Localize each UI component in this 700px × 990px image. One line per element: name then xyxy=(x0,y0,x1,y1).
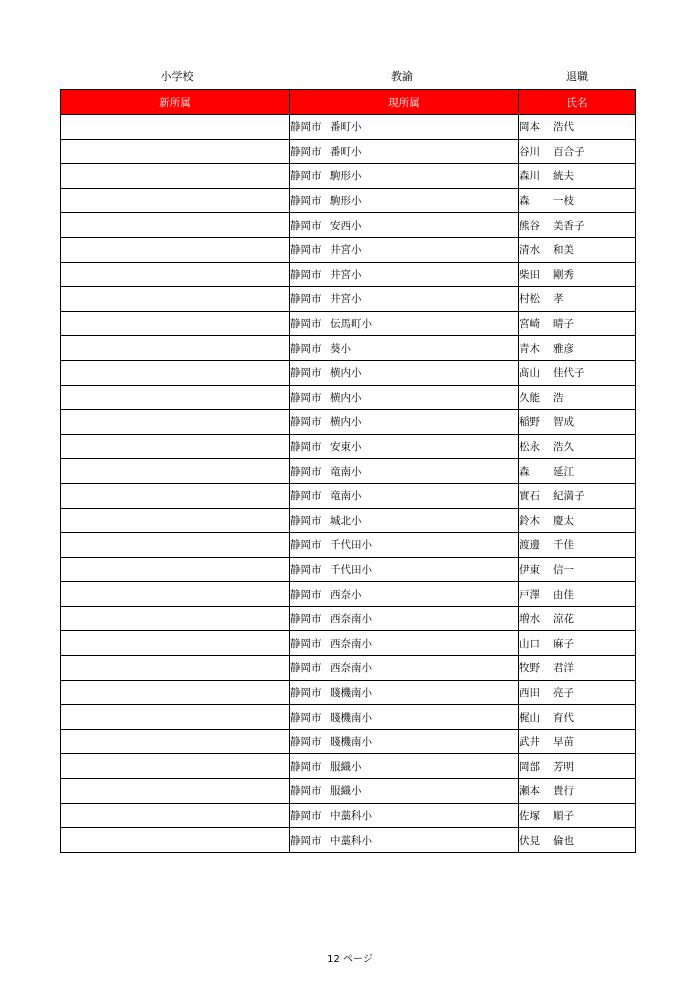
given-name-text: 孝 xyxy=(553,293,564,306)
current-assignment-cell xyxy=(290,606,519,631)
city-text: 静岡市 xyxy=(290,244,322,257)
city-text: 静岡市 xyxy=(290,490,322,503)
school-text: 西奈南小 xyxy=(330,662,372,675)
current-assignment-cell xyxy=(290,410,519,435)
current-assignment-cell xyxy=(290,656,519,681)
current-assignment-cell xyxy=(290,139,519,164)
name-cell xyxy=(519,434,636,459)
table-body xyxy=(61,115,636,853)
new-assignment-cell xyxy=(61,139,290,164)
position-label: 教諭 xyxy=(391,70,413,83)
school-text: 中藁科小 xyxy=(330,834,372,847)
school-text: 井宮小 xyxy=(330,268,362,281)
school-text: 横内小 xyxy=(330,391,362,404)
current-assignment-cell xyxy=(290,705,519,730)
given-name-text: 延江 xyxy=(553,465,574,478)
name-cell xyxy=(519,287,636,312)
city-text: 静岡市 xyxy=(290,342,322,355)
name-cell xyxy=(519,483,636,508)
new-assignment-cell xyxy=(61,115,290,140)
school-text: 服織小 xyxy=(330,760,362,773)
given-name-text: 涼花 xyxy=(553,613,574,626)
given-name-text: 亮子 xyxy=(553,686,574,699)
city-text: 静岡市 xyxy=(290,170,322,183)
school-text: 西奈小 xyxy=(330,588,362,601)
name-cell xyxy=(519,385,636,410)
surname-text: 熊谷 xyxy=(519,219,540,232)
school-text: 番町小 xyxy=(330,121,362,134)
name-cell xyxy=(519,606,636,631)
city-text: 静岡市 xyxy=(290,834,322,847)
city-text: 静岡市 xyxy=(290,686,322,699)
reason-label: 退職 xyxy=(566,70,588,83)
table-header xyxy=(61,90,636,115)
given-name-text: 和美 xyxy=(553,244,574,257)
city-text: 静岡市 xyxy=(290,145,322,158)
name-cell xyxy=(519,164,636,189)
school-text: 千代田小 xyxy=(330,563,372,576)
city-text: 静岡市 xyxy=(290,268,322,281)
new-assignment-cell xyxy=(61,483,290,508)
surname-text: 伏見 xyxy=(519,834,540,847)
city-text: 静岡市 xyxy=(290,809,322,822)
name-cell xyxy=(519,213,636,238)
new-assignment-cell xyxy=(61,459,290,484)
current-assignment-cell xyxy=(290,434,519,459)
given-name-text: 紀満子 xyxy=(553,490,585,503)
new-assignment-cell xyxy=(61,705,290,730)
surname-text: 谷川 xyxy=(519,145,540,158)
school-text: 葵小 xyxy=(330,342,351,355)
table-row xyxy=(61,483,636,508)
table-row xyxy=(61,631,636,656)
new-assignment-cell xyxy=(61,606,290,631)
city-text: 静岡市 xyxy=(290,563,322,576)
name-cell xyxy=(519,188,636,213)
surname-text: 實石 xyxy=(519,490,540,503)
city-text: 静岡市 xyxy=(290,391,322,404)
table-row xyxy=(61,188,636,213)
table-row xyxy=(61,803,636,828)
current-assignment-cell xyxy=(290,779,519,804)
given-name-text: 麻子 xyxy=(553,637,574,650)
new-assignment-cell xyxy=(61,336,290,361)
name-cell xyxy=(519,360,636,385)
given-name-text: 剛秀 xyxy=(553,268,574,281)
city-text: 静岡市 xyxy=(290,662,322,675)
school-text: 千代田小 xyxy=(330,539,372,552)
school-text: 横内小 xyxy=(330,416,362,429)
given-name-text: 慶太 xyxy=(553,514,574,527)
table-row xyxy=(61,385,636,410)
given-name-text: 智成 xyxy=(553,416,574,429)
given-name-text: 君洋 xyxy=(553,662,574,675)
table-row xyxy=(61,533,636,558)
school-text: 賤機南小 xyxy=(330,736,372,749)
given-name-text: 統夫 xyxy=(553,170,574,183)
name-cell xyxy=(519,410,636,435)
school-text: 駒形小 xyxy=(330,195,362,208)
city-text: 静岡市 xyxy=(290,711,322,724)
name-cell xyxy=(519,237,636,262)
name-cell xyxy=(519,705,636,730)
school-text: 横内小 xyxy=(330,367,362,380)
new-assignment-cell xyxy=(61,237,290,262)
school-text: 竜南小 xyxy=(330,490,362,503)
table-row xyxy=(61,705,636,730)
current-assignment-cell xyxy=(290,631,519,656)
given-name-text: 浩代 xyxy=(553,121,574,134)
school-text: 井宮小 xyxy=(330,244,362,257)
current-assignment-cell xyxy=(290,360,519,385)
name-cell xyxy=(519,115,636,140)
city-text: 静岡市 xyxy=(290,465,322,478)
table-row xyxy=(61,729,636,754)
school-text: 服織小 xyxy=(330,785,362,798)
given-name-text: 倫也 xyxy=(553,834,574,847)
new-assignment-cell xyxy=(61,262,290,287)
column-header-current-assignment: 現所属 xyxy=(290,90,519,115)
surname-text: 柴田 xyxy=(519,268,540,281)
city-text: 静岡市 xyxy=(290,588,322,601)
surname-text: 村松 xyxy=(519,293,540,306)
city-text: 静岡市 xyxy=(290,293,322,306)
table-row xyxy=(61,336,636,361)
new-assignment-cell xyxy=(61,410,290,435)
new-assignment-cell xyxy=(61,754,290,779)
new-assignment-cell xyxy=(61,779,290,804)
current-assignment-cell xyxy=(290,311,519,336)
table-row xyxy=(61,262,636,287)
new-assignment-cell xyxy=(61,557,290,582)
current-assignment-cell xyxy=(290,164,519,189)
city-text: 静岡市 xyxy=(290,637,322,650)
name-cell xyxy=(519,779,636,804)
city-text: 静岡市 xyxy=(290,121,322,134)
current-assignment-cell xyxy=(290,115,519,140)
given-name-text: 順子 xyxy=(553,809,574,822)
city-text: 静岡市 xyxy=(290,441,322,454)
new-assignment-cell xyxy=(61,656,290,681)
new-assignment-cell xyxy=(61,508,290,533)
name-cell xyxy=(519,533,636,558)
table-row xyxy=(61,115,636,140)
new-assignment-cell xyxy=(61,385,290,410)
surname-text: 稲野 xyxy=(519,416,540,429)
current-assignment-cell xyxy=(290,828,519,853)
surname-text: 松永 xyxy=(519,441,540,454)
school-text: 安西小 xyxy=(330,219,362,232)
current-assignment-cell xyxy=(290,533,519,558)
surname-text: 森 xyxy=(519,195,530,208)
school-text: 安東小 xyxy=(330,441,362,454)
school-text: 井宮小 xyxy=(330,293,362,306)
school-text: 番町小 xyxy=(330,145,362,158)
new-assignment-cell xyxy=(61,828,290,853)
current-assignment-cell xyxy=(290,188,519,213)
new-assignment-cell xyxy=(61,311,290,336)
given-name-text: 早苗 xyxy=(553,736,574,749)
given-name-text: 百合子 xyxy=(553,145,585,158)
surname-text: 佐塚 xyxy=(519,809,540,822)
school-text: 伝馬町小 xyxy=(330,318,372,331)
name-cell xyxy=(519,656,636,681)
given-name-text: 晴子 xyxy=(553,318,574,331)
city-text: 静岡市 xyxy=(290,219,322,232)
document-header xyxy=(0,68,700,86)
column-header-new-assignment: 新所属 xyxy=(61,90,290,115)
new-assignment-cell xyxy=(61,360,290,385)
table-row xyxy=(61,779,636,804)
school-text: 城北小 xyxy=(330,514,362,527)
name-cell xyxy=(519,582,636,607)
table-row xyxy=(61,434,636,459)
table-row xyxy=(61,360,636,385)
given-name-text: 浩久 xyxy=(553,441,574,454)
current-assignment-cell xyxy=(290,237,519,262)
name-cell xyxy=(519,311,636,336)
given-name-text: 芳明 xyxy=(553,760,574,773)
table-row xyxy=(61,656,636,681)
new-assignment-cell xyxy=(61,680,290,705)
given-name-text: 貴行 xyxy=(553,785,574,798)
surname-text: 武井 xyxy=(519,736,540,749)
personnel-table xyxy=(60,89,636,853)
given-name-text: 由佳 xyxy=(553,588,574,601)
table-row xyxy=(61,311,636,336)
current-assignment-cell xyxy=(290,582,519,607)
name-cell xyxy=(519,680,636,705)
current-assignment-cell xyxy=(290,508,519,533)
name-cell xyxy=(519,828,636,853)
school-type-label: 小学校 xyxy=(160,70,194,83)
school-text: 西奈南小 xyxy=(330,613,372,626)
school-text: 中藁科小 xyxy=(330,809,372,822)
name-cell xyxy=(519,557,636,582)
new-assignment-cell xyxy=(61,213,290,238)
table-row xyxy=(61,606,636,631)
given-name-text: 美香子 xyxy=(553,219,585,232)
name-cell xyxy=(519,803,636,828)
current-assignment-cell xyxy=(290,803,519,828)
surname-text: 森 xyxy=(519,465,530,478)
surname-text: 牧野 xyxy=(519,662,540,675)
school-text: 賤機南小 xyxy=(330,686,372,699)
city-text: 静岡市 xyxy=(290,514,322,527)
surname-text: 増水 xyxy=(519,613,540,626)
new-assignment-cell xyxy=(61,164,290,189)
new-assignment-cell xyxy=(61,287,290,312)
new-assignment-cell xyxy=(61,729,290,754)
surname-text: 清水 xyxy=(519,244,540,257)
table-row xyxy=(61,508,636,533)
table-row xyxy=(61,164,636,189)
surname-text: 西田 xyxy=(519,686,540,699)
surname-text: 伊東 xyxy=(519,563,540,576)
surname-text: 瀬本 xyxy=(519,785,540,798)
city-text: 静岡市 xyxy=(290,785,322,798)
surname-text: 宮崎 xyxy=(519,318,540,331)
table-row xyxy=(61,139,636,164)
city-text: 静岡市 xyxy=(290,367,322,380)
current-assignment-cell xyxy=(290,459,519,484)
school-text: 賤機南小 xyxy=(330,711,372,724)
city-text: 静岡市 xyxy=(290,736,322,749)
current-assignment-cell xyxy=(290,557,519,582)
table-row xyxy=(61,680,636,705)
name-cell xyxy=(519,754,636,779)
name-cell xyxy=(519,336,636,361)
new-assignment-cell xyxy=(61,434,290,459)
city-text: 静岡市 xyxy=(290,760,322,773)
given-name-text: 浩 xyxy=(553,391,564,404)
table-row xyxy=(61,459,636,484)
given-name-text: 一枝 xyxy=(553,195,574,208)
current-assignment-cell xyxy=(290,287,519,312)
new-assignment-cell xyxy=(61,582,290,607)
city-text: 静岡市 xyxy=(290,613,322,626)
table-row xyxy=(61,287,636,312)
current-assignment-cell xyxy=(290,262,519,287)
current-assignment-cell xyxy=(290,729,519,754)
name-cell xyxy=(519,729,636,754)
given-name-text: 佳代子 xyxy=(553,367,585,380)
city-text: 静岡市 xyxy=(290,195,322,208)
surname-text: 戸澤 xyxy=(519,588,540,601)
new-assignment-cell xyxy=(61,803,290,828)
table-row xyxy=(61,237,636,262)
table-row xyxy=(61,213,636,238)
city-text: 静岡市 xyxy=(290,539,322,552)
surname-text: 鈴木 xyxy=(519,514,540,527)
column-header-name: 氏名 xyxy=(519,90,636,115)
school-text: 駒形小 xyxy=(330,170,362,183)
city-text: 静岡市 xyxy=(290,318,322,331)
table-row xyxy=(61,754,636,779)
school-text: 西奈南小 xyxy=(330,637,372,650)
name-cell xyxy=(519,508,636,533)
surname-text: 髙山 xyxy=(519,367,540,380)
table-row xyxy=(61,557,636,582)
current-assignment-cell xyxy=(290,336,519,361)
surname-text: 久能 xyxy=(519,391,540,404)
surname-text: 山口 xyxy=(519,637,540,650)
surname-text: 青木 xyxy=(519,342,540,355)
given-name-text: 雅彦 xyxy=(553,342,574,355)
name-cell xyxy=(519,631,636,656)
given-name-text: 育代 xyxy=(553,711,574,724)
table-row xyxy=(61,410,636,435)
current-assignment-cell xyxy=(290,680,519,705)
table-row xyxy=(61,828,636,853)
new-assignment-cell xyxy=(61,631,290,656)
table-row xyxy=(61,582,636,607)
name-cell xyxy=(519,459,636,484)
current-assignment-cell xyxy=(290,754,519,779)
surname-text: 梶山 xyxy=(519,711,540,724)
surname-text: 渡邊 xyxy=(519,539,540,552)
new-assignment-cell xyxy=(61,533,290,558)
school-text: 竜南小 xyxy=(330,465,362,478)
current-assignment-cell xyxy=(290,385,519,410)
name-cell xyxy=(519,139,636,164)
surname-text: 岡部 xyxy=(519,760,540,773)
name-cell xyxy=(519,262,636,287)
table-header-row xyxy=(61,90,636,115)
city-text: 静岡市 xyxy=(290,416,322,429)
page-number: 12 ページ xyxy=(327,954,373,965)
surname-text: 岡本 xyxy=(519,121,540,134)
new-assignment-cell xyxy=(61,188,290,213)
given-name-text: 信一 xyxy=(553,563,574,576)
current-assignment-cell xyxy=(290,483,519,508)
given-name-text: 千佳 xyxy=(553,539,574,552)
surname-text: 森川 xyxy=(519,170,540,183)
current-assignment-cell xyxy=(290,213,519,238)
